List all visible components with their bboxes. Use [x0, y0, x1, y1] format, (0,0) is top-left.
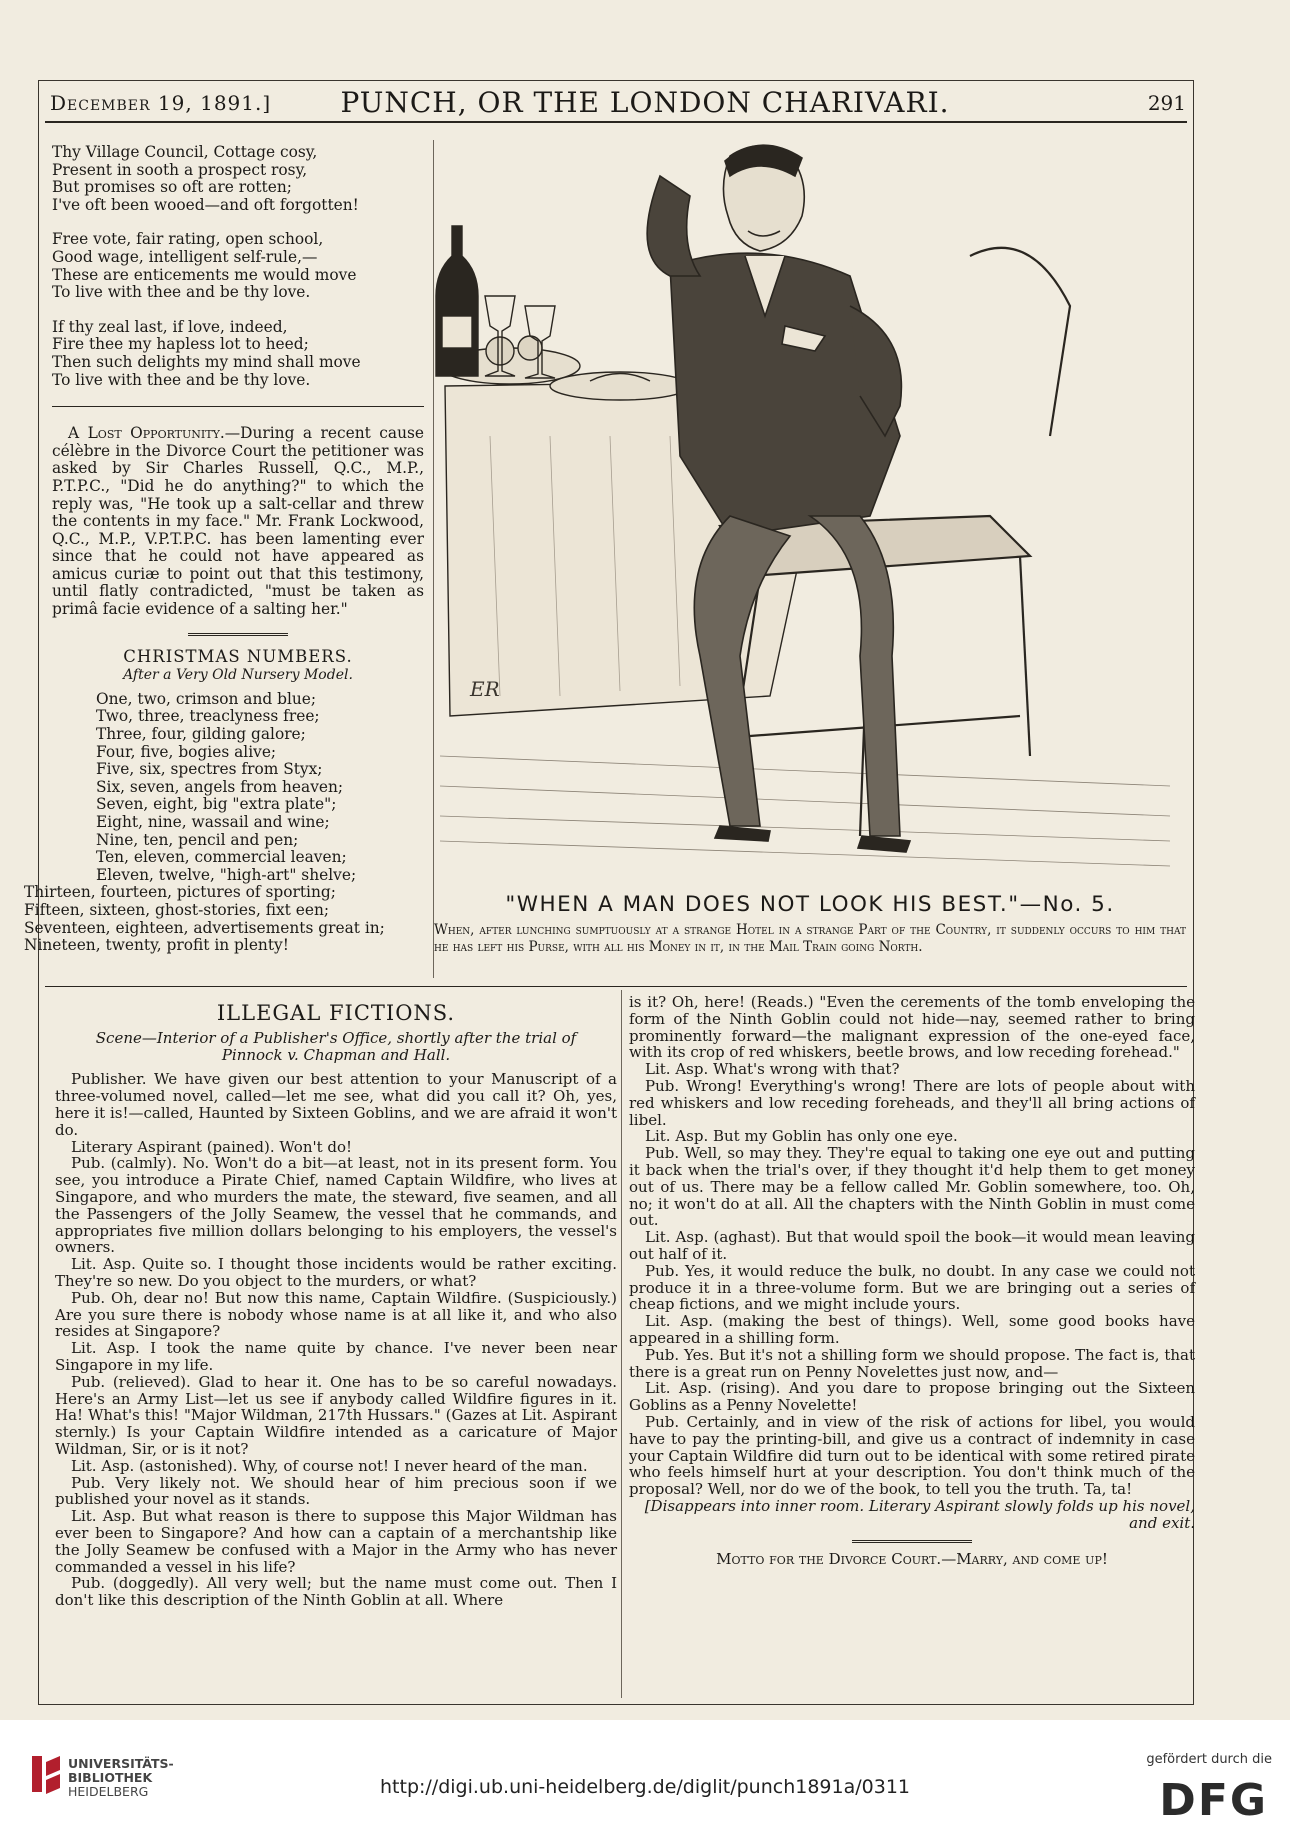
poem-stanza [52, 319, 424, 389]
wine-bottle-drawing [436, 226, 478, 376]
lost-opportunity-text: —During a recent cause célèbre in the Divorce Court the petitioner was asked by Sir Charles Russell, Q.C., M.P., P.T.P.C., "Did he do anything?" to which the reply was, "He took up a salt-cellar and threw the contents in my face." Mr. Frank Lockwood, Q.C., M.P., V.P.T.P.C. has been lamenting ever since that he could not have appeared as amicus curiæ to point out that this testimony, until flatly contradicted, "must be taken as primâ facie evidence of a salting her." [52, 424, 424, 619]
poem-line: Seventeen, eighteen, advertisements great in; [24, 918, 385, 937]
dialogue-paragraph: Lit. Asp. (rising). And you dare to propose bringing out the Sixteen Goblins as a Penny Novelette! [629, 1379, 1195, 1415]
funder-note: gefördert durch die [1146, 1752, 1272, 1767]
dialogue-paragraph: Lit. Asp. What's wrong with that? [645, 1060, 900, 1079]
dialogue-paragraph: Pub. Very likely not. We should hear of him precious soon if we published your novel as it stands. [55, 1473, 617, 1509]
dialogue-paragraph: Pub. Wrong! Everything's wrong! There are lots of people about with red whiskers and low receding foreheads, and they'll all bring actions of libel. [629, 1076, 1195, 1129]
floor-hatching [440, 756, 1170, 866]
masthead-title: PUNCH, OR THE LONDON CHARIVARI. [340, 86, 950, 119]
dialogue-paragraph: Pub. Yes, it would reduce the bulk, no doubt. In any case we could not produce it in a three-volume form. But we are bringing out a series of cheap fictions, and we might include yours. [629, 1261, 1195, 1314]
library-name-line: HEIDELBERG [68, 1784, 149, 1799]
dialogue-paragraph: Lit. Asp. Quite so. I thought those incidents would be rather exciting. They're so new. Do you object to the murders, or what? [55, 1255, 617, 1290]
dialogue-paragraph: is it? Oh, here! (Reads.) "Even the cerements of the tomb enveloping the form of the Ninth Goblin could not hide—nay, seemed rather to bring prominently forward—the malignant expression of the one-eyed face, with its crop of red whiskers, beetle brows, and low receding forehead." [629, 993, 1195, 1062]
illegal-fictions-title: ILLEGAL FICTIONS. [216, 1001, 456, 1025]
poem-line: Two, three, treaclyness free; [96, 707, 320, 726]
cartoon-caption-title: "WHEN A MAN DOES NOT LOOK HIS BEST."—No. 5. [505, 892, 1115, 917]
dfg-logo: DFG [1159, 1775, 1268, 1826]
poem-line: Thy Village Council, Cottage cosy, [52, 143, 318, 161]
poem-line: To live with thee and be thy love. [52, 370, 311, 389]
poem-line: Present in sooth a prospect rosy, [52, 160, 308, 179]
dialogue-paragraph: Pub. Oh, dear no! But now this name, Captain Wildfire. (Suspiciously.) Are you sure there is nobody whose name is at all like it, and who also resides at Singapore? [55, 1288, 617, 1341]
dialogue-paragraph: Pub. (doggedly). All very well; but the name must come out. Then I don't like this description of the Ninth Goblin at all. Where [55, 1574, 617, 1610]
section-rule [52, 406, 424, 407]
dialogue-paragraph: Lit. Asp. I took the name quite by chance. I've never been near Singapore in my life. [55, 1339, 617, 1374]
poem-line: But promises so oft are rotten; [52, 178, 292, 197]
illegal-fictions-scene: Scene—Interior of a Publisher's Office, shortly after the trial of Pinnock v. Chapman and Hall. [95, 1028, 577, 1064]
library-name-line: UNIVERSITÄTS- [68, 1756, 174, 1771]
poem-line: Four, five, bogies alive; [96, 742, 277, 761]
christmas-title: CHRISTMAS NUMBERS. [123, 646, 353, 666]
dialogue-paragraph: Lit. Asp. But what reason is there to suppose this Major Wildman has ever been to Singapore? And how can a captain of a merchantship like the Jolly Seamew be confused with a Major in the Army who has never commanded a vessel in his life? [55, 1507, 617, 1576]
dialogue-paragraph: Lit. Asp. But my Goblin has only one eye. [645, 1127, 958, 1146]
top-left-column [24, 143, 424, 955]
poem-stanza [52, 231, 424, 301]
lost-opportunity-paragraph [52, 425, 424, 619]
cartoon-illustration [430, 136, 1190, 891]
poem-stanza [52, 144, 424, 214]
poem-line: These are enticements me would move [52, 265, 357, 284]
cartoon-caption-text: When, after lunching sumptuously at a strange Hotel in a strange Part of the Country, it suddenly occurs to him that he has left his Purse, with all his Money in it, in the Mail Train going North. [434, 922, 1186, 955]
section-rule [45, 986, 1187, 987]
illegal-fictions-left-column [55, 1001, 618, 1610]
dialogue-paragraph: Lit. Asp. (making the best of things). Well, some good books have appeared in a shilling form. [629, 1312, 1195, 1347]
dialogue-paragraph: Pub. (relieved). Glad to hear it. One has to be so careful nowadays. Here's an Army List—let us see if anybody called Wildfire figures in it. Ha! What's this! "Major Wildman, 217th Hussars." (Gazes at Lit. Aspirant sternly.) Is your Captain Wildfire intended as a caricature of Major Wildman, Sir, or is it not? [55, 1372, 617, 1458]
poem-line: Good wage, intelligent self-rule,— [52, 247, 318, 266]
poem-line: Free vote, fair rating, open school, [52, 230, 324, 249]
dialogue-paragraph: Pub. Well, so may they. They're equal to taking one eye out and putting it back when the trial's over, if they thought it'd help them to get money out of us. There may be a fellow called Mr. Goblin somewhere, too. Oh, no; it won't do at all. All the chapters with the Ninth Goblin in must come out. [629, 1144, 1195, 1230]
dialogue-paragraph: Pub. Certainly, and in view of the risk of actions for libel, you would have to pay the printing-bill, and give us a contract of indemnity in case your Captain Wildfire did turn out to be identical with some retired pirate who feels himself hurt at your description. You don't think much of the proposal? Well, nor do we of the book, to tell you the truth. Ta, ta! [629, 1412, 1195, 1499]
poem-line: Six, seven, angels from heaven; [96, 777, 344, 796]
christmas-poem [52, 691, 424, 885]
poem-line: Three, four, gilding galore; [96, 725, 306, 744]
poem-line: Five, six, spectres from Styx; [96, 760, 323, 779]
poem-line: To live with thee and be thy love. [52, 283, 311, 302]
poem-line: Then such delights my mind shall move [52, 352, 361, 371]
christmas-poem-long-lines [24, 884, 424, 954]
village-poem [52, 144, 424, 389]
poem-line: Nine, ten, pencil and pen; [96, 830, 299, 849]
christmas-subtitle: After a Very Old Nursery Model. [123, 667, 353, 684]
divorce-court-motto: Motto for the Divorce Court.—Marry, and come up! [716, 1549, 1108, 1568]
dialogue-paragraph: Literary Aspirant (pained). Won't do! [71, 1137, 353, 1156]
poem-line: Thirteen, fourteen, pictures of sporting; [24, 883, 336, 902]
lost-opportunity-title: A Lost Opportunity. [68, 424, 225, 443]
artist-signature: ER [470, 677, 500, 701]
dialogue-paragraph: Pub. (calmly). No. Won't do a bit—at least, not in its present form. You see, you introduce a Pirate Chief, named Captain Wildfire, who lives at Singapore, and who murders the mate, the steward, five seamen, and all the Passengers of the Jolly Seamew, the vessel that he commands, and appropriates five million dollars belonging to his employers, the vessel's owners. [55, 1154, 617, 1257]
poem-line: Eight, nine, wassail and wine; [96, 813, 330, 831]
illegal-fictions-right-column [629, 994, 1195, 1567]
poem-line: I've oft been wooed—and oft forgotten! [52, 195, 359, 214]
dialogue-paragraph: Publisher. We have given our best attention to your Manuscript of a three-volumed novel, called—let me see, what did you call it? Oh, yes, here it is!—called, Haunted by Sixteen Goblins, and we are afraid it won't do. [55, 1070, 618, 1139]
dialogue-paragraph: Lit. Asp. (aghast). But that would spoil the book—it would mean leaving out half of it. [629, 1228, 1195, 1263]
section-rule [852, 1540, 972, 1543]
poem-line: Fifteen, sixteen, ghost-stories, fixt een; [24, 900, 330, 919]
poem-line: One, two, crimson and blue; [96, 689, 317, 708]
library-name-line: BIBLIOTHEK [68, 1770, 153, 1785]
dialogue-paragraph: Lit. Asp. (astonished). Why, of course not! I never heard of the man. [71, 1456, 588, 1475]
poem-line: Ten, eleven, commercial leaven; [96, 848, 347, 867]
poem-line: Eleven, twelve, "high-art" shelve; [96, 865, 357, 884]
section-rule [188, 633, 288, 636]
issue-date: December 19, 1891.] [50, 91, 272, 115]
header-rule [45, 121, 1187, 123]
dialogue-paragraph: Pub. Yes. But it's not a shilling form we should propose. The fact is, that there is a great run on Penny Novelettes just now, and— [629, 1345, 1195, 1381]
poem-line: Nineteen, twenty, profit in plenty! [24, 936, 289, 955]
source-url-link[interactable]: http://digi.ub.uni-heidelberg.de/diglit/punch1891a/0311 [380, 1776, 910, 1798]
column-divider [621, 990, 622, 1698]
stage-direction: [Disappears into inner room. Literary Aspirant slowly folds up his novel, and exit. [644, 1496, 1195, 1532]
poem-line: Fire thee my hapless lot to heed; [52, 335, 309, 354]
page-number: 291 [1147, 91, 1186, 115]
poem-line: Seven, eight, big "extra plate"; [96, 795, 337, 814]
poem-line: If thy zeal last, if love, indeed, [52, 317, 288, 336]
